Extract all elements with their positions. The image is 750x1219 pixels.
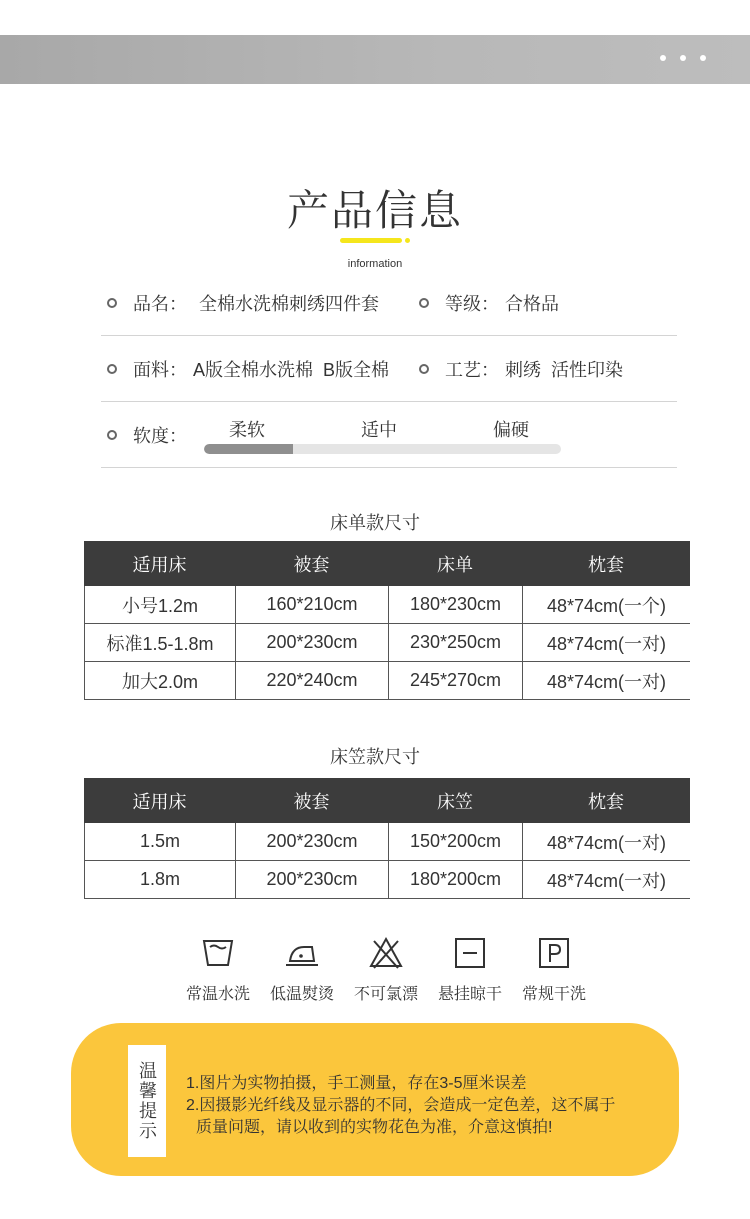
care-item-bleach: [344, 935, 428, 1004]
table-cell: 160*210cm: [235, 586, 388, 623]
notice-box: [71, 1023, 679, 1176]
info-fabric-label: 面料：: [133, 360, 187, 380]
dry-clean-icon: [536, 935, 572, 971]
table-row: [84, 662, 690, 700]
table-cell: 小号1.2m: [84, 586, 235, 623]
table-cell: 230*250cm: [388, 624, 522, 661]
table-cell: 1.8m: [84, 861, 235, 898]
care-label: 常温水洗: [185, 986, 250, 1003]
table-header-cell: 枕套: [588, 791, 624, 812]
fitted-table-caption: 床笠款尺寸: [330, 747, 420, 767]
top-banner: [0, 35, 750, 84]
bullet-icon: [107, 430, 117, 440]
table-cell: 180*230cm: [388, 586, 522, 623]
bullet-icon: [419, 298, 429, 308]
softness-bar-fill: [204, 444, 293, 454]
info-row-fabric-craft: [101, 336, 677, 402]
table-header-cell: 被套: [293, 554, 330, 575]
title-underline-dot: [405, 238, 410, 243]
sheet-table-caption: 床单款尺寸: [330, 513, 420, 533]
table-row: [84, 823, 690, 861]
table-cell: 200*230cm: [235, 624, 388, 661]
notice-tag: [128, 1045, 166, 1157]
care-item-wash: [176, 935, 260, 1004]
table-cell: 180*200cm: [388, 861, 522, 898]
table-cell: 48*74cm(一对): [522, 823, 690, 860]
softness-option-hard: 偏硬: [493, 420, 529, 440]
title-underline: [340, 238, 402, 243]
fitted-size-table: [84, 778, 690, 899]
info-grade-label: 等级：: [445, 294, 499, 314]
table-cell: 48*74cm(一对): [522, 861, 690, 898]
info-grade-value: 合格品: [505, 294, 559, 314]
table-cell: 150*200cm: [388, 823, 522, 860]
notice-tag-text: 温馨提示: [137, 1061, 157, 1141]
info-name-label: 品名：: [133, 294, 187, 314]
info-name-value: 全棉水洗棉刺绣四件套: [199, 294, 379, 314]
table-row: [84, 624, 690, 662]
table-header-cell: 适用床: [132, 791, 187, 812]
more-icon[interactable]: [660, 55, 706, 61]
info-grade: [419, 270, 559, 336]
info-fabric-value: A版全棉水洗棉 B版全棉: [193, 360, 390, 380]
table-cell: 48*74cm(一对): [522, 624, 690, 661]
info-craft-value: 刺绣 活性印染: [505, 360, 624, 380]
care-item-hang-dry: [428, 935, 512, 1004]
notice-line: 2.因摄影光纤线及显示器的不同，会造成一定色差，这不属于: [186, 1097, 616, 1114]
table-cell: 标准1.5-1.8m: [84, 624, 235, 661]
care-item-dry-clean: [512, 935, 596, 1004]
care-instructions: [176, 935, 596, 1004]
info-fabric: [107, 336, 389, 402]
table-header-cell: 被套: [293, 791, 330, 812]
table-cell: 220*240cm: [235, 662, 388, 699]
care-label: 悬挂晾干: [437, 986, 502, 1003]
softness-option-soft: 柔软: [229, 420, 265, 440]
care-label: 不可氯漂: [353, 986, 418, 1003]
table-cell: 48*74cm(一对): [522, 662, 690, 699]
table-cell: 加大2.0m: [84, 662, 235, 699]
softness-option-medium: 适中: [361, 420, 397, 440]
table-cell: 200*230cm: [235, 823, 388, 860]
info-craft: [419, 336, 623, 402]
table-header: [84, 541, 690, 586]
sheet-size-table: [84, 541, 690, 700]
table-header-cell: 床单: [437, 554, 473, 575]
bullet-icon: [107, 364, 117, 374]
bullet-icon: [419, 364, 429, 374]
table-cell: 1.5m: [84, 823, 235, 860]
notice-text: [186, 1073, 666, 1139]
info-softness-label: 软度：: [133, 426, 187, 446]
table-cell: 245*270cm: [388, 662, 522, 699]
info-craft-label: 工艺：: [445, 360, 499, 380]
notice-line: 质量问题，请以收到的实物花色为准，介意这慎拍!: [196, 1119, 553, 1136]
no-bleach-icon: [368, 935, 404, 971]
table-row: [84, 861, 690, 899]
info-softness: [107, 402, 187, 468]
care-item-iron: [260, 935, 344, 1004]
iron-icon: [284, 935, 320, 971]
wash-tub-icon: [200, 935, 236, 971]
care-label: 低温熨烫: [269, 986, 334, 1003]
bullet-icon: [107, 298, 117, 308]
table-cell: 48*74cm(一个): [522, 586, 690, 623]
hang-dry-icon: [452, 935, 488, 971]
care-label: 常规干洗: [521, 986, 586, 1003]
info-row-name-grade: [101, 270, 677, 336]
notice-line: 1.图片为实物拍摄，手工测量，存在3-5厘米误差: [186, 1075, 527, 1092]
page-subtitle: information: [347, 258, 403, 270]
table-row: [84, 586, 690, 624]
table-cell: 200*230cm: [235, 861, 388, 898]
table-header: [84, 778, 690, 823]
softness-bar: [204, 444, 561, 454]
info-row-softness: [101, 402, 677, 468]
page-title: 产品信息: [286, 187, 463, 234]
table-header-cell: 枕套: [588, 554, 624, 575]
softness-scale-labels: [204, 416, 564, 440]
table-header-cell: 适用床: [132, 554, 187, 575]
table-header-cell: 床笠: [437, 791, 473, 812]
info-name: [107, 270, 379, 336]
